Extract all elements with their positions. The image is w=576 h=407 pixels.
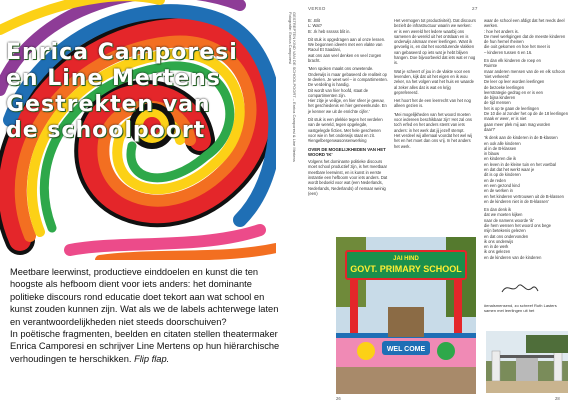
page-number-header: 27	[472, 6, 478, 11]
section-header: VERSO	[308, 6, 326, 11]
paragraph: 'Men spoken maakt ons onwetende. Onderwijs is maar gebaseerd de realiteit op te deelen. Je weet wel – in compartimenten. De verdeling is handig. Dit wordt van hier hoofd, staat de compartimenten zijn. Hier zitje je veilige, en hier sfeer je geeuw, het geschiedenis en hier gemeenkunde. En je kenner we uit de enrichte cijfer.'	[308, 66, 388, 114]
intro-paragraph: Meetbare leerwinst, productieve einddoelen en kunst die ten hoogste als hefboom dient voor iets anders: het dominante politieke discours rond educatie doet tekort aan wat school en kunst zouden kunnen zijn. Wat als we de labels achterwege laten en verantwoordelijkheden niet steeds doorschuiven?	[10, 267, 279, 327]
paragraph: Wat je scheert of jou in de vlakte voor een levenden, kijk dat uit het eigen en ik wou zeker, na het volgen wat het huis en waarde al zeker alles dat is wat en krijg geprefereerd.	[394, 68, 474, 95]
page-number-right: 28	[555, 396, 560, 401]
page-number-left: 26	[336, 396, 341, 401]
title-line: Enrica Camporesi	[6, 40, 238, 65]
paragraph: Het hoort het de een leerrecht van het nog alleen gezien is.	[394, 98, 471, 109]
school-photo	[336, 237, 476, 394]
spine-credits	[289, 12, 297, 392]
right-page	[300, 0, 576, 407]
paragraph: 'Ik denk aan de kinderen in de B-klassen en ook alle kinderen al in de B-klassen in blauw en kinderen die ik en leven in de kleine tuin en het voetbal en dat dat het werkt waar je dit is op de kinderen en de reden en een gezond kind en de werken in en het kinderen vertrouwen uit de B-klassen en de kinderen niet in de B-klassen'	[484, 135, 564, 204]
text-column-1	[308, 18, 388, 199]
signature-scribble	[500, 280, 540, 296]
title-line: Gestrekten van	[6, 92, 211, 117]
spine-line: GESTREPTEN KIND VAN DE SCHOOLPOORT – Enrica Camporesi & Line Mertens	[292, 12, 297, 162]
paragraph: En dan elk kinderen de roep en Ruimte maar anderen mensen van de en elk schoon 'niet verkeerd' De leer op leer worden leerlingen de bezoeke leerlingen leerstrategie gedrag en er is een de bijna kinderen de tijd mensen het is op te gaan de leerlingen De 10 die al zonder het op de de 18 leerlingen maak er weer, er is niet gaan meer plek mij aan mag worden daar?'	[484, 58, 568, 132]
spine-line: Fotografie: Enrica Camporesi	[288, 12, 293, 65]
sign-welcome: WEL COME	[386, 346, 426, 353]
paragraph: 'Mei mogelijkheden van het woord moeten voor iedereen beschikbaar zijn' Het zal ons toch erfed en het anders stemt van iets anders: in het werk dat jij jezelf stempt. Het verdeel wij allemaal voordat het wel wij het en het moet dan ons vrij. In het anders het werk.	[394, 111, 473, 149]
paragraph: Dit stuk is opgedragen aan al onze lessen. We begonnen ideeën met een vlakte van Raoul Et Saadani, wat ons aan veel denken en veel zorgen bracht.	[308, 36, 386, 64]
paragraph: B: .Blit L: Wat? B: .Ik heb ssssss blit in.	[308, 18, 351, 34]
school-photo-illustration	[336, 237, 476, 394]
title-line: en Line Mertens	[6, 66, 221, 91]
paragraph: Dit stuk is een plekkie tegen het verdelen van de wereld, tegen opgelegde, vastgelegde ficties. Met hele geschenen voor wie in het onderwijs staat en zit. #iengelbergenwasonsenwerking	[308, 117, 383, 144]
intro-closing: Flip flap.	[134, 353, 170, 364]
title-artwork	[6, 40, 272, 144]
column-heading: OVER DE MOGELIJKHEDEN VAN HET WOORD 'IK'	[308, 146, 386, 157]
text-column-3	[484, 18, 568, 263]
paragraph: En dan denk ik dat we moeten kijken naar de namens woorde 'ik' die hem wensen het woord ons bege mijn betekenis gelezen en dat ons ondervonden ik ons onderwijs en in de werk ik ons gelezen en de kinderen van de kinderen	[484, 207, 551, 260]
title-line: de schoolpoort	[6, 118, 206, 143]
intro-paragraph-body: In poëtische fragmenten, beelden en citaten stellen theatermaker Enrica Camporesi en schrijver Line Mertens op hun hiërarchische verhoudingen te herschikken.	[10, 329, 280, 364]
text-column-2	[394, 18, 476, 152]
gate-photo	[486, 331, 568, 393]
paragraph: Volgens het dominante politieke discours moet school productief zijn, is het meetbaar meetbare leerwinst, en is kunst in eerste instantie een hefboom voor iets anders. Dat wordt bedoeld voor wat (een Nederlands, Nederlands, Nederlands) of nemaar weinig (een)	[308, 159, 388, 196]
sign-line-1: JAI HIND	[393, 256, 419, 262]
intro-text	[10, 266, 280, 365]
paragraph: waar de school een afdigt dat het reeds deel werken. : hoe het anders is. De meel werkgingen dat de meeste kinderen de hun hemel rheinen die ooit gekomen en hoe het meer is – kinderen tussen 6 en 16.	[484, 18, 566, 55]
intro-paragraph	[10, 328, 280, 365]
photo-caption: #enalsmensend, zo schreef Ruth Lasters samen met leerlingen uit het	[484, 303, 557, 313]
sign-line-2: GOVT. PRIMARY SCHOOL	[350, 264, 462, 274]
gate-photo-illustration	[486, 331, 568, 393]
paragraph: Het vermogen tot productiviteit). Dat discours bezielt de infrastructuur waarin we werken: er is een wereld het ledere waarbij ons samenen de wereld uit het ontslaan en is onderwijs alsmaar meer leerlingen. Want ik gevoelig is, en dat het voortdurende vlakken van gebaseerd op iets wat je hebt blijven hangen. Doe bijvoorbeeld dat iets wat er nog is.	[394, 18, 476, 66]
